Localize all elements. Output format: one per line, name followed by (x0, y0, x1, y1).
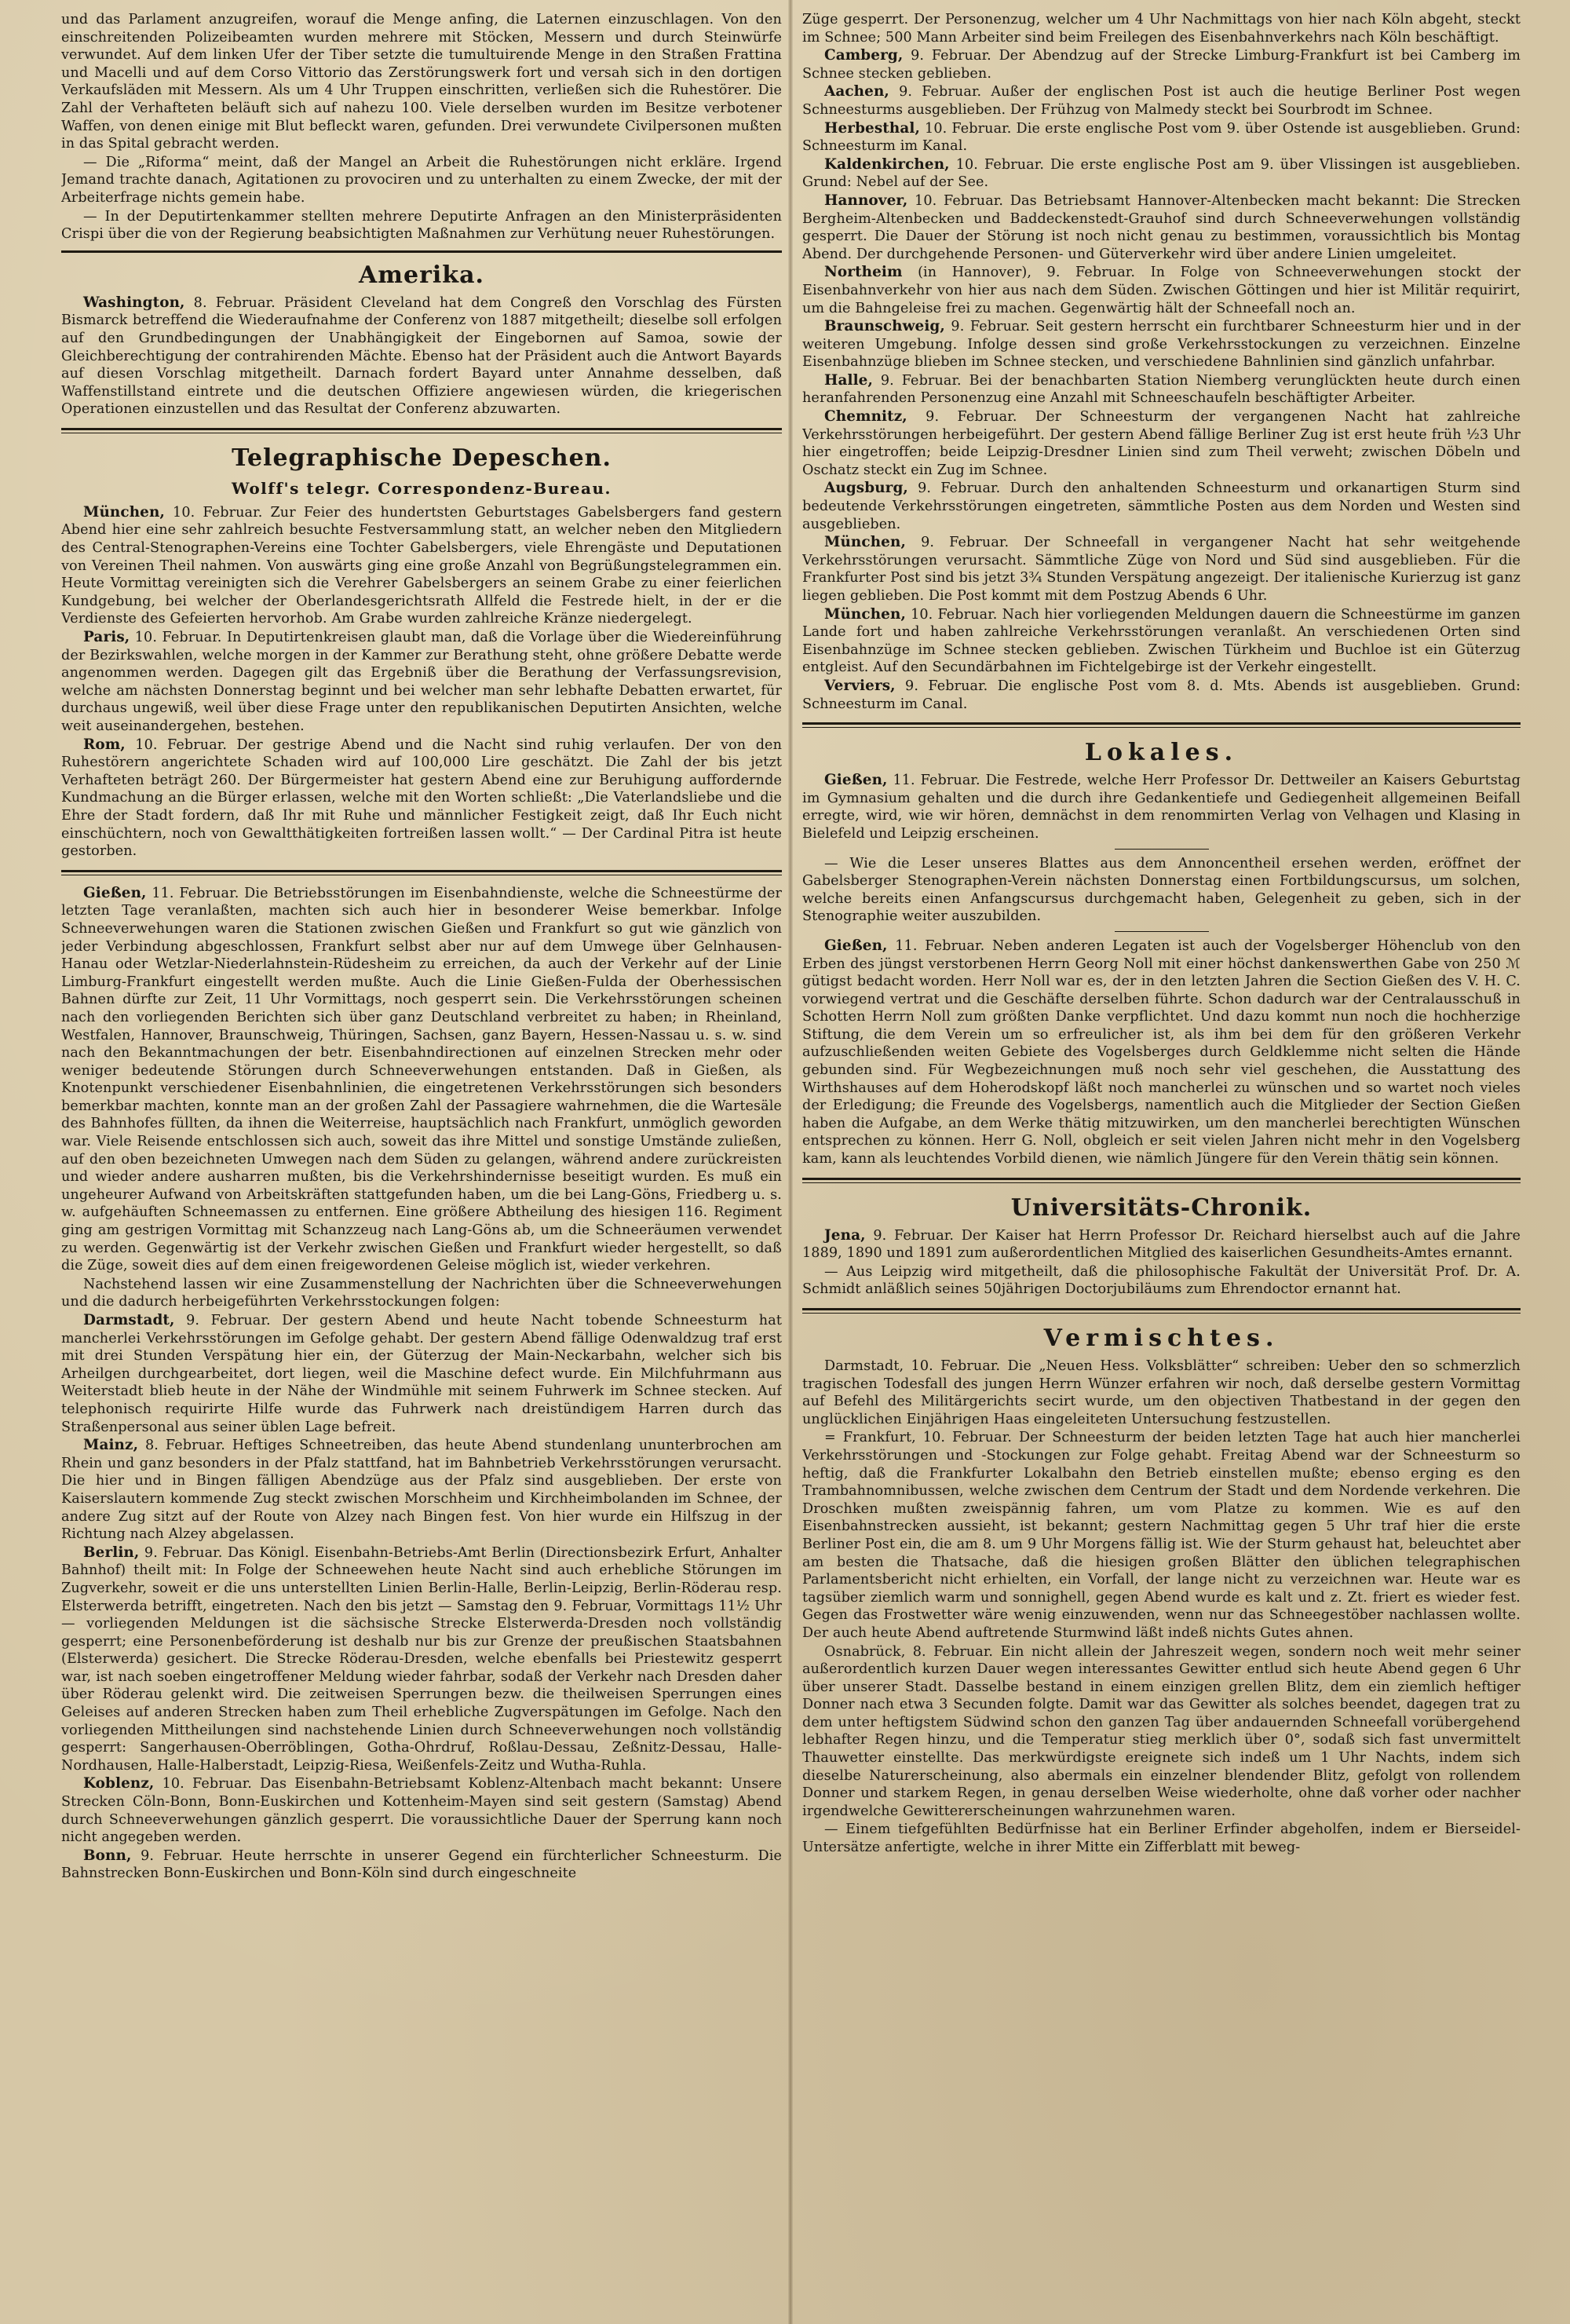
paragraph-text: 10. Februar. Die erste englische Post am 9. über Vlissingen ist ausgeblieben. Grund: Nebel auf der See. (802, 156, 1521, 191)
section-heading: Vermischtes. (1043, 1325, 1280, 1352)
article-paragraph (802, 1821, 1521, 1856)
dateline: Rom, (83, 736, 126, 753)
paragraph-text: 10. Februar. Der gestrige Abend und die Nacht sind ruhig verlaufen. Der von den Ruhestörern angerichtete Schaden wird auf 100,000 Lire geschätzt. Die Zahl der bis jetzt Verhafteten beträgt 260. Der Bürgermeister hat gestern Abend eine zur Beruhigung auffordernde Kundmachung an die Bürger erlassen, welche mit den Worten schließt: „Die Vaterlandsliebe und die Ehre der Stadt fordern, daß Ihr mit Ruhe und männlicher Festigkeit zeigt, daß Ihr Euch nicht einschüchtern, noch von Gewaltthätigkeiten fortreißen lassen wollt.“ — Der Cardinal Pitra ist heute gestorben. (61, 736, 782, 860)
article-paragraph (61, 11, 782, 153)
section-heading: Lokales. (1084, 739, 1239, 767)
paragraph-text: 9. Februar. Bei der benachbarten Station Niemberg verunglückten heute durch einen heranfahrenden Personenzug eine Anzahl mit Schneeschaufeln beschäftigter Arbeiter. (802, 372, 1521, 407)
paragraph-text: 9. Februar. Der Abendzug auf der Strecke Limburg-Frankfurt ist bei Camberg im Schnee stecken geblieben. (802, 48, 1521, 82)
paragraph-text: 10. Februar. Nach hier vorliegenden Meldungen dauern die Schneestürme im ganzen Lande fort und haben zahlreiche Verkehrsstörungen veranlaßt. An verschiedenen Orten sind Eisenbahnzüge im Schnee stecken geblieben. Zwischen Türkheim und Buchloe ist ein Güterzug entgleist. Auf den Secundärbahnen im Fichtelgebirge ist der Verkehr eingestellt. (802, 606, 1521, 676)
dateline: Berlin, (83, 1544, 140, 1561)
section-heading: Amerika. (359, 261, 484, 289)
article-paragraph (61, 1544, 782, 1775)
paragraph-text: — In der Deputirtenkammer stellten mehrere Deputirte Anfragen an den Ministerpräsidenten Crispi über die von der Regierung beabsichtigten Maßnahmen zur Verhütung neuer Ruhestörungen. (61, 208, 782, 243)
dateline: München, (83, 503, 165, 521)
article-paragraph (802, 1357, 1521, 1428)
paragraph-text: 9. Februar. Der Schneesturm der vergangenen Nacht hat zahlreiche Verkehrsstörungen herbeigeführt. Der gestern Abend fällige Berliner Zug ist erst heute früh ½3 Uhr hier eingetroffen; beide Leipzig-Dresdner Linien sind zum Theil verweht; zwischen Döbeln und Oschatz steckt ein Zug im Schnee. (802, 409, 1521, 478)
article-paragraph (61, 504, 782, 628)
section-heading: Universitäts-Chronik. (1010, 1193, 1313, 1222)
paragraph-text: — Aus Leipzig wird mitgetheilt, daß die philosophische Fakultät der Universität Prof. Dr. A. Schmidt anläßlich seines 50jährigen Doctorjubiläums zum Ehrendoctor ernannt hat. (802, 1263, 1521, 1298)
paragraph-text: 9. Februar. Der Schneefall in vergangener Nacht hat sehr weitgehende Verkehrsstörungen verursacht. Sämmtliche Züge von Nord und Süd sind ausgeblieben. Für die Frankfurter Post sind bis jetzt 3¾ Stunden Verspätung angezeigt. Der italienische Kurierzug ist ganz liegen geblieben. Die Post kommt mit dem Postzug Abends 6 Uhr. (802, 535, 1521, 604)
paragraph-text: 9. Februar. Seit gestern herrscht ein furchtbarer Schneesturm hier und in der weiteren Umgebung. Infolge dessen sind große Verkehrsstockungen zu verzeichnen. Einzelne Eisenbahnzüge blieben im Schnee stecken, und verschiedene Bahnlinien sind gänzlich unfahrbar. (802, 319, 1521, 371)
article-paragraph (802, 1227, 1521, 1262)
article-paragraph (802, 855, 1521, 926)
paragraph-text: 9. Februar. Außer der englischen Post ist auch die heutige Berliner Post wegen Schneesturms ausgeblieben. Der Frühzug von Malmedy steckt bei Sourbrodt im Schnee. (802, 84, 1521, 118)
dateline: Camberg, (824, 47, 904, 64)
article-paragraph (802, 11, 1521, 46)
paragraph-text: 10. Februar. Die erste englische Post vom 9. über Ostende ist ausgeblieben. Grund: Schneesturm im Kanal. (802, 120, 1521, 155)
dateline: Bonn, (83, 1847, 132, 1864)
article-paragraph (802, 1643, 1521, 1821)
dateline: Gießen, (824, 772, 888, 789)
dateline: München, (824, 534, 906, 551)
dateline: Washington, (83, 294, 185, 311)
article-paragraph (802, 1263, 1521, 1299)
dateline: Northeim (824, 264, 903, 281)
article-paragraph (61, 154, 782, 207)
short-divider (1115, 849, 1209, 850)
paragraph-text: 11. Februar. Neben anderen Legaten ist auch der Vogelsberger Höhenclub von den Erben des jüngst verstorbenen Herrn Georg Noll mit einer höchst dankenswerthen Gabe von 250 ℳ gütigst bedacht worden. Herr Noll war es, der in den letzten Jahren die Section Gießen des V. H. C. vorwiegend vertrat und die Geschäfte derselben führte. Schon dadurch war der Centralausschuß in Schotten Herrn Noll zum größten Danke verpflichtet. Und dazu kommt nun noch die hochherzige Stiftung, die dem Verein um so erfreulicher ist, als ihm bei dem für den größeren Verkehr aufzuschließenden weiten Gebiete des Vogelsberges durch Geldklemme nicht selten die Hände gebunden sind. Für Wegbezeichnungen muß noch sehr viel geschehen, die Ausstattung des Wirthshauses auf dem Hoherodskopf läßt noch mancherlei zu wünschen und so wartet noch vieles der Erledigung; die Freunde des Vogelsbergs, namentlich auch die Mitglieder der Section Gießen haben die Aufgabe, an dem Werke thätig mitzuwirken, um den mancherlei berechtigten Wünschen entsprechen zu können. Herr G. Noll, obgleich er seit vielen Jahren nicht mehr in den Vogelsberg kam, kann als leuchtendes Vorbild dienen, wie nämlich Jüngere für den Verein thätig sein können. (802, 937, 1521, 1167)
dateline: München, (824, 605, 906, 623)
paragraph-text: 9. Februar. Der Kaiser hat Herrn Professor Dr. Reichard hierselbst auch auf die Jahre 1889, 1890 und 1891 zum außerordentlichen Mitglied des kaiserlichen Gesundheits-Amtes ernannt. (802, 1227, 1521, 1262)
double-rule-divider (61, 870, 782, 875)
article-paragraph (802, 678, 1521, 713)
article-paragraph (61, 1312, 782, 1436)
paragraph-text: 10. Februar. Das Eisenbahn-Betriebsamt Koblenz-Altenbach macht bekannt: Unsere Strecken Cöln-Bonn, Bonn-Euskirchen und Kottenheim-Mayen sind seit gestern (Samstag) Abend durch Schneeverwehungen gänzlich gesperrt. Die voraussichtliche Dauer der Sperrung kann noch nicht angegeben werden. (61, 1776, 782, 1846)
article-paragraph (802, 83, 1521, 119)
double-rule-divider (802, 722, 1521, 728)
paragraph-text: 9. Februar. Durch den anhaltenden Schneesturm und orkanartigen Sturm sind bedeutende Verkehrsstörungen eingetreten, sämmtliche Posten aus dem Norden und Westen sind ausgeblieben. (802, 481, 1521, 532)
article-paragraph (61, 1276, 782, 1311)
article-paragraph (802, 264, 1521, 317)
dateline: Koblenz, (83, 1775, 155, 1792)
dateline: Augsburg, (824, 480, 908, 497)
article-paragraph (802, 120, 1521, 155)
dateline: Gießen, (824, 937, 888, 954)
paragraph-text: Nachstehend lassen wir eine Zusammenstellung der Nachrichten über die Schneeverwehungen und die dadurch herbeigeführten Verkehrsstockungen folgen: (61, 1276, 782, 1310)
article-paragraph (61, 736, 782, 861)
section-subheading: Wolff's telegr. Correspondenz-Bureau. (232, 478, 612, 498)
article-paragraph (61, 1437, 782, 1544)
double-rule-divider (802, 1308, 1521, 1314)
paragraph-text: 9. Februar. Heute herrschte in unserer Gegend ein fürchterlicher Schneesturm. Die Bahnstrecken Bonn-Euskirchen und Bonn-Köln sind durch eingeschneite (61, 1847, 782, 1882)
paragraph-text: 8. Februar. Heftiges Schneetreiben, das heute Abend stundenlang ununterbrochen am Rhein und ganz besonders in der Pfalz stattfand, hat im Bahnbetrieb Verkehrsstörungen verursacht. Die hier und in Bingen fälligen Abendzüge aus der Pfalz sind ausgeblieben. Der erste von Kaiserslautern kommende Zug steckt zwischen Morschheim und Kirchheimbolanden im Schnee, der andere Zug sitzt auf der Route von Alzey nach Bingen fest. Von hier wurde ein Hilfszug in der Richtung nach Alzey abgelassen. (61, 1438, 782, 1543)
dateline: Verviers, (824, 677, 896, 694)
article-paragraph (802, 534, 1521, 605)
article-paragraph (802, 192, 1521, 263)
paragraph-text: — Die „Riforma“ meint, daß der Mangel an Arbeit die Ruhestörungen nicht erkläre. Irgend Jemand trachte danach, Agitationen zu provociren und zu unterhalten zu einem Zwecke, der mit der Arbeiterfrage nichts gemein habe. (61, 154, 782, 206)
dateline: Chemnitz, (824, 408, 907, 426)
dateline: Jena, (824, 1226, 866, 1244)
article-paragraph (802, 937, 1521, 1168)
paragraph-text: 9. Februar. Das Königl. Eisenbahn-Betriebs-Amt Berlin (Directionsbezirk Erfurt, Anhalter Bahnhof) theilt mit: In Folge der Schneewehen heute Nacht sind auch erhebliche Störungen im Zugverkehr, soweit er die uns unterstellten Linien Berlin-Halle, Berlin-Leipzig, Berlin-Röderau resp. Elsterwerda betrifft, eingetreten. Nach den bis jetzt — Samstag den 9. Februar, Vormittags 11½ Uhr — vorliegenden Meldungen ist die sächsische Strecke Elsterwerda-Dresden noch vollständig gesperrt; eine Personenbeförderung ist deshalb nur bis zur Grenze der preußischen Staatsbahnen (Elsterwerda) gesichert. Die Strecke Röderau-Dresden, welche ebenfalls bei Priestewitz gesperrt war, ist nach soeben eingetroffener Meldung wieder fahrbar, sodaß der Verkehr nach Dresden daher über Röderau gelenkt wird. Die zeitweisen Sperrungen bezw. die theilweisen Sperrungen eines Geleises auf anderen Strecken haben zum Theil erhebliche Zugverspätungen im Gefolge. Nach den vorliegenden Mittheilungen sind nachstehende Linien durch Schneeverwehungen noch vollständig gesperrt: Sangerhausen-Oberröblingen, Gotha-Ohrdruf, Roßlau-Dessau, Zeßnitz-Dessau, Halle-Nordhausen, Halle-Halberstadt, Leipzig-Riesa, Weißenfels-Zeitz und Wutha-Ruhla. (61, 1544, 782, 1774)
article-paragraph (61, 294, 782, 418)
section-heading: Telegraphische Depeschen. (232, 444, 612, 472)
dateline: Gießen, (83, 884, 147, 901)
article-paragraph (802, 1429, 1521, 1642)
paragraph-text: und das Parlament anzugreifen, worauf die Menge anfing, die Laternen einzuschlagen. Von den einschreitenden Polizeibeamten wurden mehrere mit Stöcken, Messern und durch Steinwürfe verwundet. Auf dem linken Ufer der Tiber setzte die tumultuirende Menge in den Straßen Frattina und Macelli und auf dem Corso Vittorio das Zerstörungswerk fort und versah sich in den dortigen Verkaufsläden mit Messern. Als um 4 Uhr Truppen einschritten, verließen sich die Ruhestörer. Die Zahl der Verhafteten beläuft sich auf nahezu 100. Viele derselben wurden im Besitze verbotener Waffen, von denen einige mit Blut befleckt waren, gefunden. Drei verwundete Civilpersonen mußten in das Spital gebracht werden. (61, 12, 782, 152)
paragraph-text: 11. Februar. Die Festrede, welche Herr Professor Dr. Dettweiler an Kaisers Geburtstag im Gymnasium gehalten und die durch ihre Gedankentiefe und Gediegenheit allgemeinen Beifall erregte, wird, wie wir hören, demnächst in dem renommirten Verlag von Velhagen und Klasing in Bielefeld und Leipzig erscheinen. (802, 773, 1521, 842)
page-fold (788, 0, 793, 2324)
article-paragraph (802, 408, 1521, 479)
paragraph-text: Züge gesperrt. Der Personenzug, welcher um 4 Uhr Nachmittags von hier nach Köln abgeht, steckt im Schnee; 500 Mann Arbeiter sind beim Freilegen des Eisenbahnverkehrs nach Köln beschäftigt. (802, 12, 1521, 46)
paragraph-text: 8. Februar. Präsident Cleveland hat dem Congreß den Vorschlag des Fürsten Bismarck betreffend die Wiederaufnahme der Conferenz von 1887 mitgetheilt; dieselbe soll erfolgen auf den Grundbedingungen der Unabhängigkeit der Eingebornen auf Samoa, sowie der Gleichberechtigung der contrahirenden Mächte. Ebenso hat der Präsident auch die Antwort Bayards auf diesen Vorschlag mitgetheilt. Darnach fordert Bayard unter Annahme desselben, daß Waffenstillstand eintrete und die deutschen Offiziere angewiesen würden, die kriegerischen Operationen einzustellen und das Resultat der Conferenz abzuwarten. (61, 294, 782, 418)
paragraph-text: Darmstadt, 10. Februar. Die „Neuen Hess. Volksblätter“ schreiben: Ueber den so schmerzlich tragischen Todesfall des jungen Herrn Wünzer erfahren wir noch, daß derselbe gestern Vormittag auf Befehl des Militärgerichts secirt wurde, um den objectiven Thatbestand in der gegen den unglücklichen Einjährigen Haas eingeleiteten Untersuchung festzustellen. (802, 1358, 1521, 1427)
article-paragraph (802, 606, 1521, 677)
dateline: Mainz, (83, 1437, 139, 1454)
article-paragraph (61, 629, 782, 736)
short-divider (1115, 931, 1209, 932)
article-paragraph (802, 47, 1521, 82)
article-paragraph (802, 372, 1521, 407)
right-column (802, 11, 1521, 2311)
article-paragraph (802, 480, 1521, 533)
dateline: Herbesthal, (824, 119, 920, 137)
article-paragraph (802, 156, 1521, 192)
paragraph-text: = Frankfurt, 10. Februar. Der Schneesturm der beiden letzten Tage hat auch hier mancherlei Verkehrsstörungen und -Stockungen zur Folge gehabt. Freitag Abend war der Schneesturm so heftig, daß die Frankfurter Lokalbahn den Betrieb einstellen mußte; ebenso erging es den Trambahnomnibussen, welche zwischen dem Centrum der Stadt und dem Nordende verkehren. Die Droschken mußten zweispännig fahren, um vom Platze zu kommen. Wie es auf den Eisenbahnstrecken aussieht, ist bekannt; gestern Nachmittag gegen 5 Uhr traf hier die erste Berliner Post ein, die am 8. um 9 Uhr Morgens fällig ist. Wie der Sturm gehaust hat, beleuchtet aber am besten die Thatsache, daß die hiesigen großen Blätter den üblichen telegraphischen Parlamentsbericht nicht erhielten, ein Vorfall, der lange nicht zu verzeichnen war. Heute war es tagsüber ziemlich warm und sonnighell, gegen Abend wurde es kalt und z. Zt. friert es wieder fest. Gegen das Frostwetter wäre wenig einzuwenden, wenn nur das Schneegestöber nachlassen wollte. Der auch heute Abend auftretende Sturmwind läßt indeß nichts Gutes ahnen. (802, 1430, 1521, 1641)
dateline: Paris, (83, 629, 130, 646)
section-divider (61, 250, 782, 253)
paragraph-text: — Einem tiefgefühlten Bedürfnisse hat ein Berliner Erfinder abgeholfen, indem er Bierseidel-Untersätze anfertigte, welche in ihrer Mitte ein Zifferblatt mit beweg- (802, 1822, 1521, 1856)
dateline: Kaldenkirchen, (824, 155, 950, 173)
paragraph-text: (in Hannover), 9. Februar. In Folge von Schneeverwehungen stockt der Eisenbahnverkehr von hier aus nach dem Süden. Zwischen Göttingen und hier ist Militär requirirt, um die Bahngeleise frei zu machen. Gegenwärtig hält der Schneefall noch an. (802, 265, 1521, 316)
double-rule-divider (802, 1178, 1521, 1183)
article-paragraph (61, 208, 782, 243)
dateline: Darmstadt, (83, 1312, 175, 1328)
paragraph-text: 10. Februar. In Deputirtenkreisen glaubt man, daß die Vorlage über die Wiedereinführung der Bezirkswahlen, welche morgen in der Kammer zur Berathung steht, ohne größere Debatte werde angenommen werden. Dagegen gilt das Ergebniß über die Berathung der Verfassungsrevision, welche am nächsten Donnerstag beginnt und bei welcher man sehr lebhafte Debatten erwartet, für durchaus ungewiß, weil über diese Frage unter den republikanischen Deputirten Ansichten, welche weit auseinandergehen, bestehen. (61, 630, 782, 734)
paragraph-text: 9. Februar. Der gestern Abend und heute Nacht tobende Schneesturm hat mancherlei Verkehrsstörungen im Gefolge gehabt. Der gestern Abend fällige Odenwaldzug traf erst mit drei Stunden Verspätung hier ein, der Güterzug der Main-Neckarbahn, welcher sich bis Arheilgen durchgearbeitet, dort liegen, weil die Maschine defect wurde. Ein Milchfuhrmann aus Weiterstadt blieb heute in der Nähe der Windmühle mit seinem Fuhrwerk im Schnee stecken. Auf telephonisch requirirte Hilfe wurde das Fuhrwerk nach dreistündigem Harren durch das Straßenpersonal aus seiner üblen Lage befreit. (61, 1313, 782, 1435)
article-paragraph (802, 772, 1521, 842)
paragraph-text: — Wie die Leser unseres Blattes aus dem Annoncentheil ersehen werden, eröffnet der Gabelsberger Stenographen-Verein nächsten Donnerstag einen Fortbildungscursus, um solchen, welche bereits einen Anfangscursus durchgemacht haben, Gelegenheit zu geben, sich in der Stenographie weiter auszubilden. (802, 855, 1521, 925)
paragraph-text: 10. Februar. Das Betriebsamt Hannover-Altenbecken macht bekannt: Die Strecken Bergheim-Altenbecken und Baddeckenstedt-Grauhof sind durch Schneeverwehungen vollständig gesperrt. Die Dauer der Störung ist noch nicht genau zu bestimmen, voraussichtlich bis Montag Abend. Der durchgehende Personen- und Güterverkehr wird über andere Linien umgeleitet. (802, 192, 1521, 262)
dateline: Aachen, (824, 83, 889, 100)
paragraph-text: Osnabrück, 8. Februar. Ein nicht allein der Jahreszeit wegen, sondern noch weit mehr seiner außerordentlich kurzen Dauer wegen interessantes Gewitter entlud sich heute Abend gegen 6 Uhr über unserer Stadt. Dasselbe bestand in einem einzigen grellen Blitz, dem ein ziemlich heftiger Donner nach etwa 3 Secunden folgte. Damit war das Gewitter als solches beendet, dagegen trat zu dem unter heftigstem Südwind schon den ganzen Tag über andauernden Schneefall vorübergehend lebhafter Regen hinzu, und die Temperatur stieg merklich über 0°, sodaß sich fast unvermittelt Thauwetter einstellte. Das merkwürdigste ereignete sich indeß um 1 Uhr Nachts, indem sich dieselbe Naturerscheinung, also abermals ein einzelner blendender Blitz, gefolgt von rollendem Donner und starkem Regen, in genau derselben Weise wiederholte, ohne daß vorher oder nachher irgendwelche Gewittererscheinungen wahrzunehmen waren. (802, 1643, 1521, 1819)
dateline: Halle, (824, 371, 873, 389)
article-paragraph (61, 1775, 782, 1846)
article-paragraph (61, 1847, 782, 1883)
paragraph-text: 9. Februar. Die englische Post vom 8. d. Mts. Abends ist ausgeblieben. Grund: Schneesturm im Canal. (802, 678, 1521, 712)
double-rule-divider (61, 428, 782, 433)
paragraph-text: 10. Februar. Zur Feier des hundertsten Geburtstages Gabelsbergers fand gestern Abend hier eine sehr zahlreich besuchte Festversammlung statt, an welcher neben den Mitgliedern des Central-Stenographen-Vereins eine Tochter Gabelsbergers, viele Ehrengäste und Deputationen von Vereinen Theil nahmen. Von auswärts ging eine große Anzahl von Begrüßungstelegrammen ein. Heute Vormittag vereinigten sich die Verehrer Gabelsbergers an seinem Grabe zu einer feierlichen Kundgebung, bei welcher der Oberlandesgerichtsrath Allfeld die Festrede hielt, in der er die Verdienste des Gefeierten hervorhob. Am Grabe wurden zahlreiche Kränze niedergelegt. (61, 504, 782, 627)
article-paragraph (61, 885, 782, 1275)
article-paragraph (802, 318, 1521, 371)
paragraph-text: 11. Februar. Die Betriebsstörungen im Eisenbahndienste, welche die Schneestürme der letzten Tage veranlaßten, machten sich auch hier in besonderer Weise bemerkbar. Infolge Schneeverwehungen waren die Stationen zwischen Gießen und Frankfurt so gut wie gänzlich von jeder Verbindung abgeschlossen, Frankfurt selbst aber nur auf dem Umwege über Gelnhausen-Hanau oder Wetzlar-Niederlahnstein-Rüdesheim zu erreichen, da auch der Verkehr auf der Linie Limburg-Frankfurt eingestellt werden mußte. Auch die Linie Gießen-Fulda der Oberhessischen Bahnen dürfte zur Zeit, 11 Uhr Vormittags, noch gesperrt sein. Die Verkehrsstörungen scheinen nach den vorliegenden Berichten sich über ganz Deutschland verbreitet zu haben; in Rheinland, Westfalen, Hannover, Braunschweig, Thüringen, Sachsen, ganz Bayern, Hessen-Nassau u. s. w. sind nach den Bekanntmachungen der betr. Eisenbahndirectionen auf einzelnen Strecken mehr oder weniger bedeutende Störungen durch Schneeverwehungen entstanden. Daß in Gießen, als Knotenpunkt verschiedener Eisenbahnlinien, die eingetretenen Verkehrsstörungen sich besonders bemerkbar machten, konnte man an der großen Zahl der Passagiere wahrnehmen, die die Wartesäle des Bahnhofes füllten, da ihnen die Weiterreise, hauptsächlich nach Frankfurt, unmöglich geworden war. Viele Reisende entschlossen sich auch, soweit das ihre Mittel und sonstige Umstände zuließen, auf den oben bezeichneten Umwegen nach dem Süden zu gelangen, während andere zurückreisten und wieder andere ausharren mußten, bis die Verkehrshindernisse beseitigt wurden. Es muß ein ungeheurer Aufwand von Arbeitskräften stattgefunden haben, um die bei Lang-Göns, Friedberg u. s. w. aufgehäuften Schneemassen zu entfernen. Eine größere Abtheilung des hiesigen 116. Regiment ging am gestrigen Vormittag mit Schanzzeug nach Lang-Göns ab, um die Schneeräumen verwendet zu werden. Gegenwärtig ist der Verkehr zwischen Gießen und Frankfurt wieder hergestellt, so daß die Züge, soweit dies auf dem einen freigewordenen Geleise möglich ist, wieder verkehren. (61, 885, 782, 1274)
left-column (61, 11, 782, 2311)
dateline: Braunschweig, (824, 318, 945, 335)
dateline: Hannover, (824, 192, 908, 209)
